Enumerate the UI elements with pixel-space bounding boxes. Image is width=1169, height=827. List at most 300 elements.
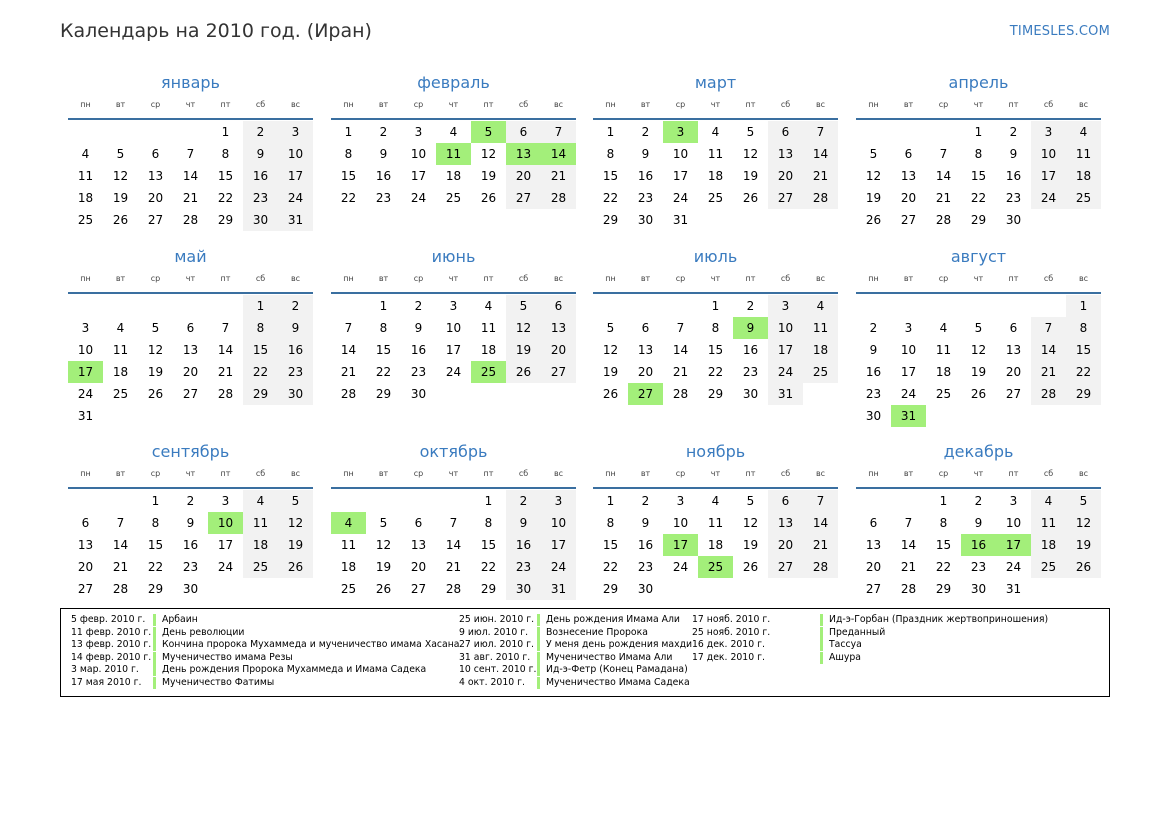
holiday-name: Мученичество Имама Садека bbox=[546, 676, 690, 688]
header-divider bbox=[68, 487, 313, 489]
day-cell: 11 bbox=[112, 343, 129, 357]
month-block bbox=[593, 248, 838, 405]
day-cell: 14 bbox=[112, 538, 129, 552]
day-cell: 10 bbox=[900, 343, 917, 357]
day-cell: 29 bbox=[602, 582, 619, 596]
day-cell: 19 bbox=[375, 560, 392, 574]
day-cell: 21 bbox=[803, 165, 838, 187]
day-cell: 17 bbox=[672, 169, 689, 183]
weekday-label: пт bbox=[220, 469, 231, 478]
holiday-date: 13 февр. 2010 г. bbox=[71, 639, 152, 650]
day-cell: 19 bbox=[742, 169, 759, 183]
day-cell: 29 bbox=[935, 582, 952, 596]
legend-row bbox=[692, 627, 1048, 640]
day-cell: 28 bbox=[112, 582, 129, 596]
legend-row bbox=[459, 614, 692, 627]
day-cell: 26 bbox=[865, 213, 882, 227]
day-cell: 20 bbox=[147, 191, 164, 205]
holiday-marker bbox=[820, 652, 823, 664]
holiday-day: 5 bbox=[471, 121, 506, 143]
day-cell: 12 bbox=[112, 169, 129, 183]
day-cell: 6 bbox=[641, 321, 650, 335]
day-cell: 28 bbox=[803, 187, 838, 209]
week-row bbox=[593, 121, 838, 143]
day-cell: 11 bbox=[707, 147, 724, 161]
day-cell: 10 bbox=[672, 516, 689, 530]
legend-column bbox=[459, 614, 692, 689]
day-cell: 2 bbox=[414, 299, 423, 313]
header-divider bbox=[68, 292, 313, 294]
day-cell: 20 bbox=[900, 191, 917, 205]
day-cell: 8 bbox=[151, 516, 160, 530]
holiday-name: Преданный bbox=[829, 626, 886, 638]
day-cell: 8 bbox=[243, 317, 278, 339]
day-cell: 23 bbox=[637, 560, 654, 574]
empty-day bbox=[733, 578, 768, 600]
weekday-label: ср bbox=[150, 100, 161, 109]
empty-day bbox=[996, 295, 1031, 317]
day-cell: 25 bbox=[935, 387, 952, 401]
weekday-label: вт bbox=[115, 100, 126, 109]
empty-day bbox=[891, 295, 926, 317]
month-block bbox=[331, 74, 576, 209]
header-divider bbox=[331, 292, 576, 294]
weekday-label: пн bbox=[343, 469, 354, 478]
holiday-day: 25 bbox=[471, 361, 506, 383]
day-cell: 11 bbox=[935, 343, 952, 357]
day-cell: 25 bbox=[803, 361, 838, 383]
legend-row bbox=[459, 664, 692, 677]
day-cell: 30 bbox=[182, 582, 199, 596]
weekday-label: вт bbox=[640, 469, 651, 478]
day-cell: 24 bbox=[445, 365, 462, 379]
day-cell: 21 bbox=[217, 365, 234, 379]
day-cell: 23 bbox=[243, 187, 278, 209]
day-cell: 1 bbox=[243, 295, 278, 317]
day-cell: 20 bbox=[506, 165, 541, 187]
legend-row bbox=[71, 614, 459, 627]
holiday-day: 17 bbox=[996, 534, 1031, 556]
empty-day bbox=[243, 578, 278, 600]
day-cell: 18 bbox=[803, 339, 838, 361]
day-cell: 11 bbox=[707, 516, 724, 530]
day-cell: 29 bbox=[480, 582, 497, 596]
empty-day bbox=[628, 295, 663, 317]
holiday-day: 4 bbox=[331, 512, 366, 534]
empty-day bbox=[173, 121, 208, 143]
empty-day bbox=[103, 295, 138, 317]
weekday-label: вт bbox=[640, 274, 651, 283]
weekday-label: пт bbox=[220, 100, 231, 109]
week-row bbox=[856, 578, 1101, 600]
day-cell: 22 bbox=[480, 560, 497, 574]
day-cell: 26 bbox=[147, 387, 164, 401]
day-cell: 30 bbox=[865, 409, 882, 423]
empty-day bbox=[1031, 578, 1066, 600]
day-cell: 15 bbox=[147, 538, 164, 552]
empty-day bbox=[1031, 295, 1066, 317]
weekday-label: пт bbox=[745, 100, 756, 109]
day-cell: 22 bbox=[243, 361, 278, 383]
empty-day bbox=[68, 295, 103, 317]
day-cell: 30 bbox=[410, 387, 427, 401]
day-cell: 31 bbox=[672, 213, 689, 227]
week-row bbox=[68, 187, 313, 209]
day-cell: 16 bbox=[1005, 169, 1022, 183]
day-cell: 8 bbox=[974, 147, 983, 161]
day-cell: 6 bbox=[81, 516, 90, 530]
week-row bbox=[68, 556, 313, 578]
weekday-label: пн bbox=[343, 274, 354, 283]
month-name: ноябрь bbox=[685, 442, 746, 461]
day-cell: 21 bbox=[803, 534, 838, 556]
empty-day bbox=[856, 490, 891, 512]
day-cell: 7 bbox=[116, 516, 125, 530]
weekday-label: ср bbox=[938, 100, 949, 109]
day-cell: 13 bbox=[865, 538, 882, 552]
weekday-label: чт bbox=[448, 100, 459, 109]
holiday-day: 9 bbox=[733, 317, 768, 339]
day-cell: 22 bbox=[375, 365, 392, 379]
day-cell: 12 bbox=[506, 317, 541, 339]
day-cell: 26 bbox=[506, 361, 541, 383]
day-cell: 27 bbox=[768, 187, 803, 209]
weekday-label: пт bbox=[483, 469, 494, 478]
weekday-label: ср bbox=[938, 274, 949, 283]
holiday-marker bbox=[537, 627, 540, 639]
holiday-name: День революции bbox=[162, 626, 245, 638]
header-divider bbox=[856, 487, 1101, 489]
day-cell: 27 bbox=[865, 582, 882, 596]
weekday-label: чт bbox=[185, 274, 196, 283]
day-cell: 13 bbox=[637, 343, 654, 357]
month-name: октябрь bbox=[419, 442, 488, 461]
empty-day bbox=[138, 295, 173, 317]
day-cell: 13 bbox=[182, 343, 199, 357]
empty-day bbox=[208, 578, 243, 600]
day-cell: 17 bbox=[1031, 165, 1066, 187]
week-row bbox=[856, 361, 1101, 383]
empty-day bbox=[103, 121, 138, 143]
weekday-label: вс bbox=[815, 469, 826, 478]
week-row bbox=[331, 361, 576, 383]
day-cell: 6 bbox=[506, 121, 541, 143]
week-row bbox=[331, 143, 576, 165]
week-row bbox=[331, 490, 576, 512]
day-cell: 14 bbox=[217, 343, 234, 357]
day-cell: 1 bbox=[344, 125, 353, 139]
legend-row bbox=[71, 664, 459, 677]
day-cell: 11 bbox=[1031, 512, 1066, 534]
legend-row bbox=[71, 677, 459, 690]
day-cell: 11 bbox=[340, 538, 357, 552]
empty-day bbox=[961, 405, 996, 427]
day-cell: 18 bbox=[112, 365, 129, 379]
day-cell: 19 bbox=[742, 538, 759, 552]
day-cell: 5 bbox=[746, 125, 755, 139]
day-cell: 10 bbox=[1031, 143, 1066, 165]
day-cell: 30 bbox=[970, 582, 987, 596]
holiday-date: 25 июн. 2010 г. bbox=[459, 614, 535, 625]
day-cell: 5 bbox=[974, 321, 983, 335]
day-cell: 30 bbox=[637, 582, 654, 596]
day-cell: 13 bbox=[410, 538, 427, 552]
month-name: сентябрь bbox=[151, 442, 230, 461]
day-cell: 12 bbox=[480, 147, 497, 161]
day-cell: 20 bbox=[1005, 365, 1022, 379]
week-row bbox=[68, 121, 313, 143]
day-cell: 12 bbox=[278, 512, 313, 534]
day-cell: 9 bbox=[1009, 147, 1018, 161]
holiday-date: 14 февр. 2010 г. bbox=[71, 651, 152, 663]
day-cell: 3 bbox=[1031, 121, 1066, 143]
header-divider bbox=[593, 292, 838, 294]
month-name: апрель bbox=[948, 73, 1009, 92]
week-row bbox=[331, 383, 576, 405]
holiday-marker bbox=[153, 652, 156, 664]
month-block bbox=[68, 443, 313, 600]
day-cell: 5 bbox=[746, 494, 755, 508]
day-cell: 4 bbox=[711, 494, 720, 508]
day-cell: 14 bbox=[900, 538, 917, 552]
day-cell: 18 bbox=[445, 169, 462, 183]
day-cell: 5 bbox=[869, 147, 878, 161]
weekday-label: вс bbox=[1078, 274, 1089, 283]
week-row bbox=[856, 143, 1101, 165]
day-cell: 24 bbox=[410, 191, 427, 205]
day-cell: 27 bbox=[147, 213, 164, 227]
empty-day bbox=[68, 490, 103, 512]
week-row bbox=[68, 361, 313, 383]
weekday-header bbox=[68, 469, 313, 483]
weekday-label: пт bbox=[745, 274, 756, 283]
weekday-label: чт bbox=[973, 100, 984, 109]
day-cell: 26 bbox=[742, 560, 759, 574]
day-cell: 25 bbox=[243, 556, 278, 578]
day-cell: 22 bbox=[217, 191, 234, 205]
week-row bbox=[593, 512, 838, 534]
holiday-marker bbox=[153, 614, 156, 626]
day-cell: 17 bbox=[541, 534, 576, 556]
day-cell: 23 bbox=[865, 387, 882, 401]
day-cell: 20 bbox=[182, 365, 199, 379]
day-cell: 3 bbox=[1009, 494, 1018, 508]
weekday-label: вт bbox=[115, 274, 126, 283]
legend-row bbox=[459, 677, 692, 690]
weekday-label: чт bbox=[973, 274, 984, 283]
weekday-label: сб bbox=[255, 100, 266, 109]
day-cell: 9 bbox=[186, 516, 195, 530]
day-cell: 15 bbox=[375, 343, 392, 357]
day-cell: 27 bbox=[768, 556, 803, 578]
day-cell: 15 bbox=[480, 538, 497, 552]
week-row bbox=[331, 578, 576, 600]
day-cell: 9 bbox=[974, 516, 983, 530]
day-cell: 20 bbox=[865, 560, 882, 574]
day-cell: 6 bbox=[768, 121, 803, 143]
week-row bbox=[68, 209, 313, 231]
day-cell: 16 bbox=[865, 365, 882, 379]
day-cell: 8 bbox=[711, 321, 720, 335]
week-row bbox=[68, 490, 313, 512]
day-cell: 28 bbox=[935, 213, 952, 227]
holiday-name: Вознесение Пророка bbox=[546, 626, 648, 638]
day-cell: 19 bbox=[480, 169, 497, 183]
day-cell: 3 bbox=[449, 299, 458, 313]
weekday-label: сб bbox=[1043, 469, 1054, 478]
weekday-label: вс bbox=[553, 469, 564, 478]
day-cell: 22 bbox=[935, 560, 952, 574]
holiday-marker bbox=[537, 639, 540, 651]
day-cell: 1 bbox=[606, 494, 615, 508]
holiday-name: Мученичество Фатимы bbox=[162, 676, 275, 688]
weekday-label: пн bbox=[868, 469, 879, 478]
day-cell: 3 bbox=[221, 494, 230, 508]
day-cell: 1 bbox=[151, 494, 160, 508]
weekday-header bbox=[68, 274, 313, 288]
empty-day bbox=[663, 578, 698, 600]
empty-day bbox=[698, 578, 733, 600]
empty-day bbox=[926, 405, 961, 427]
day-cell: 5 bbox=[278, 490, 313, 512]
holiday-date: 10 сент. 2010 г. bbox=[459, 664, 537, 675]
day-cell: 7 bbox=[449, 516, 458, 530]
day-cell: 22 bbox=[340, 191, 357, 205]
day-cell: 17 bbox=[217, 538, 234, 552]
day-cell: 25 bbox=[1031, 556, 1066, 578]
month-block bbox=[856, 443, 1101, 600]
day-cell: 12 bbox=[602, 343, 619, 357]
week-row bbox=[856, 187, 1101, 209]
day-cell: 3 bbox=[278, 121, 313, 143]
day-cell: 11 bbox=[803, 317, 838, 339]
day-cell: 4 bbox=[116, 321, 125, 335]
week-row bbox=[593, 383, 838, 405]
page-title: Календарь на 2010 год. (Иран) bbox=[60, 20, 372, 42]
week-row bbox=[856, 405, 1101, 427]
weekday-header bbox=[593, 100, 838, 114]
day-cell: 13 bbox=[77, 538, 94, 552]
weekday-label: пт bbox=[1008, 469, 1019, 478]
day-cell: 3 bbox=[541, 490, 576, 512]
day-cell: 8 bbox=[484, 516, 493, 530]
day-cell: 19 bbox=[147, 365, 164, 379]
day-cell: 25 bbox=[340, 582, 357, 596]
day-cell: 28 bbox=[900, 582, 917, 596]
day-cell: 14 bbox=[672, 343, 689, 357]
day-cell: 7 bbox=[186, 147, 195, 161]
day-cell: 3 bbox=[768, 295, 803, 317]
day-cell: 14 bbox=[182, 169, 199, 183]
empty-day bbox=[593, 295, 628, 317]
day-cell: 22 bbox=[602, 560, 619, 574]
month-block bbox=[68, 74, 313, 231]
day-cell: 20 bbox=[637, 365, 654, 379]
legend-row bbox=[71, 627, 459, 640]
day-cell: 10 bbox=[278, 143, 313, 165]
day-cell: 25 bbox=[707, 191, 724, 205]
day-cell: 7 bbox=[676, 321, 685, 335]
empty-day bbox=[856, 295, 891, 317]
holiday-day: 16 bbox=[961, 534, 996, 556]
day-cell: 4 bbox=[81, 147, 90, 161]
month-name: январь bbox=[161, 73, 220, 92]
day-cell: 4 bbox=[1031, 490, 1066, 512]
day-cell: 17 bbox=[410, 169, 427, 183]
week-row bbox=[331, 165, 576, 187]
week-row bbox=[856, 512, 1101, 534]
empty-day bbox=[768, 209, 803, 231]
day-cell: 27 bbox=[182, 387, 199, 401]
day-cell: 4 bbox=[1066, 121, 1101, 143]
day-cell: 29 bbox=[375, 387, 392, 401]
weekday-label: ср bbox=[413, 469, 424, 478]
weekday-label: вс bbox=[553, 100, 564, 109]
day-cell: 6 bbox=[1009, 321, 1018, 335]
day-cell: 2 bbox=[243, 121, 278, 143]
week-row bbox=[68, 143, 313, 165]
day-cell: 20 bbox=[77, 560, 94, 574]
week-row bbox=[68, 512, 313, 534]
day-cell: 18 bbox=[77, 191, 94, 205]
day-cell: 17 bbox=[278, 165, 313, 187]
weekday-label: вт bbox=[903, 100, 914, 109]
weekday-label: вс bbox=[815, 100, 826, 109]
day-cell: 26 bbox=[112, 213, 129, 227]
week-row bbox=[593, 209, 838, 231]
day-cell: 24 bbox=[278, 187, 313, 209]
day-cell: 19 bbox=[112, 191, 129, 205]
day-cell: 15 bbox=[602, 538, 619, 552]
day-cell: 4 bbox=[711, 125, 720, 139]
day-cell: 28 bbox=[803, 556, 838, 578]
day-cell: 29 bbox=[1066, 383, 1101, 405]
weekday-label: пн bbox=[605, 469, 616, 478]
day-cell: 9 bbox=[869, 343, 878, 357]
day-cell: 14 bbox=[1031, 339, 1066, 361]
holiday-date: 17 дек. 2010 г. bbox=[692, 651, 765, 663]
week-row bbox=[856, 165, 1101, 187]
day-cell: 28 bbox=[541, 187, 576, 209]
legend-row bbox=[71, 652, 459, 665]
day-cell: 24 bbox=[1005, 560, 1022, 574]
day-cell: 10 bbox=[410, 147, 427, 161]
week-row bbox=[593, 165, 838, 187]
empty-day bbox=[663, 295, 698, 317]
empty-day bbox=[138, 121, 173, 143]
week-row bbox=[68, 339, 313, 361]
weekday-label: вт bbox=[903, 274, 914, 283]
day-cell: 30 bbox=[243, 209, 278, 231]
day-cell: 5 bbox=[379, 516, 388, 530]
day-cell: 9 bbox=[641, 516, 650, 530]
holiday-name: Тассуа bbox=[829, 639, 862, 650]
day-cell: 21 bbox=[900, 560, 917, 574]
day-cell: 8 bbox=[939, 516, 948, 530]
weekday-header bbox=[856, 274, 1101, 288]
weekday-label: сб bbox=[1043, 274, 1054, 283]
weekday-label: вт bbox=[378, 100, 389, 109]
weekday-label: чт bbox=[973, 469, 984, 478]
day-cell: 23 bbox=[375, 191, 392, 205]
day-cell: 13 bbox=[1005, 343, 1022, 357]
day-cell: 10 bbox=[768, 317, 803, 339]
day-cell: 10 bbox=[1005, 516, 1022, 530]
day-cell: 20 bbox=[768, 165, 803, 187]
day-cell: 23 bbox=[1005, 191, 1022, 205]
site-link[interactable]: TIMESLES.COM bbox=[1009, 24, 1110, 39]
holiday-date: 31 авг. 2010 г. bbox=[459, 651, 531, 663]
